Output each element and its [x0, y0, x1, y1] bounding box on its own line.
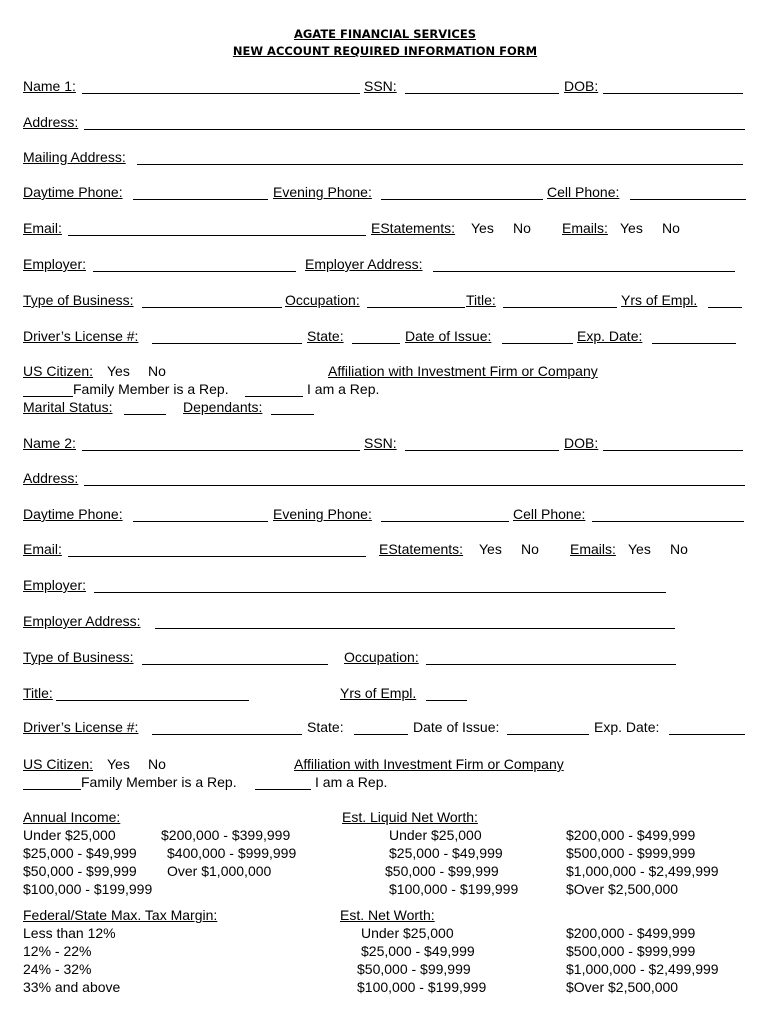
marital-status1-field[interactable]	[124, 414, 166, 415]
evening-phone2-field[interactable]	[381, 521, 509, 522]
estatements2-no[interactable]: No	[521, 541, 539, 557]
ssn2-label: SSN:	[364, 435, 397, 451]
type-of-business1-label: Type of Business:	[23, 292, 134, 308]
yrs-of-empl1-label: Yrs of Empl.	[621, 292, 698, 308]
state2-label: State:	[307, 719, 344, 735]
dependants1-field[interactable]	[271, 414, 314, 415]
family-member-rep1-field[interactable]	[23, 396, 73, 397]
employer1-field[interactable]	[93, 271, 296, 272]
tax-margin-heading: Federal/State Max. Tax Margin:	[23, 907, 218, 923]
annual-income-option[interactable]: $200,000 - $399,999	[161, 827, 291, 843]
net-worth-option[interactable]: $500,000 - $999,999	[566, 943, 696, 959]
liquid-net-worth-option[interactable]: $1,000,000 - $2,499,999	[566, 863, 719, 879]
mailing-address1-label: Mailing Address:	[23, 149, 126, 165]
us-citizen1-no[interactable]: No	[148, 363, 166, 379]
daytime-phone1-label: Daytime Phone:	[23, 184, 123, 200]
drivers-license1-field[interactable]	[152, 343, 302, 344]
i-am-rep1-label: I am a Rep.	[307, 381, 380, 397]
annual-income-option[interactable]: Under $25,000	[23, 827, 116, 843]
company-name: AGATE FINANCIAL SERVICES	[293, 27, 477, 41]
email2-label: Email:	[23, 541, 62, 557]
emails2-no[interactable]: No	[670, 541, 688, 557]
employer-address1-label: Employer Address:	[305, 256, 423, 272]
emails1-label: Emails:	[562, 220, 608, 236]
date-of-issue1-field[interactable]	[502, 343, 573, 344]
title2-label: Title:	[23, 685, 53, 701]
email1-field[interactable]	[68, 235, 366, 236]
employer-address2-field[interactable]	[155, 628, 675, 629]
exp-date2-label: Exp. Date:	[594, 719, 660, 735]
address2-field[interactable]	[84, 485, 745, 486]
annual-income-option[interactable]: $400,000 - $999,999	[167, 845, 297, 861]
drivers-license2-label: Driver’s License #:	[23, 719, 139, 735]
estatements1-yes[interactable]: Yes	[471, 220, 494, 236]
us-citizen2-label: US Citizen:	[23, 756, 94, 772]
email2-field[interactable]	[68, 556, 366, 557]
mailing-address1-field[interactable]	[137, 164, 743, 165]
annual-income-option[interactable]: Over $1,000,000	[167, 863, 272, 879]
family-member-rep2-field[interactable]	[23, 789, 81, 790]
employer1-label: Employer:	[23, 256, 87, 272]
evening-phone1-field[interactable]	[381, 199, 543, 200]
dependants1-label: Dependants:	[183, 399, 263, 415]
affiliation2-label: Affiliation with Investment Firm or Company	[294, 756, 564, 772]
daytime-phone2-field[interactable]	[133, 521, 268, 522]
employer-address2-label: Employer Address:	[23, 613, 141, 629]
employer-address1-field[interactable]	[433, 271, 735, 272]
marital-status1-label: Marital Status:	[23, 399, 113, 415]
drivers-license2-field[interactable]	[152, 734, 302, 735]
address1-label: Address:	[23, 114, 79, 130]
state2-field[interactable]	[354, 734, 408, 735]
emails1-yes[interactable]: Yes	[620, 220, 643, 236]
net-worth-option[interactable]: $200,000 - $499,999	[566, 925, 696, 941]
us-citizen1-yes[interactable]: Yes	[107, 363, 130, 379]
dob1-label: DOB:	[564, 78, 599, 94]
emails2-yes[interactable]: Yes	[628, 541, 651, 557]
email1-label: Email:	[23, 220, 62, 236]
family-member-rep2-label: Family Member is a Rep.	[81, 774, 237, 790]
daytime-phone1-field[interactable]	[133, 199, 268, 200]
date-of-issue2-field[interactable]	[507, 734, 589, 735]
emails1-no[interactable]: No	[662, 220, 680, 236]
name2-label: Name 2:	[23, 435, 76, 451]
us-citizen2-no[interactable]: No	[148, 756, 166, 772]
title1-field[interactable]	[503, 307, 617, 308]
i-am-rep1-field[interactable]	[245, 396, 303, 397]
net-worth-option[interactable]: Under $25,000	[361, 925, 454, 941]
estatements2-yes[interactable]: Yes	[479, 541, 502, 557]
liquid-net-worth-option[interactable]: $100,000 - $199,999	[389, 881, 519, 897]
address1-field[interactable]	[84, 129, 745, 130]
ssn1-label: SSN:	[364, 78, 397, 94]
type-of-business1-field[interactable]	[142, 307, 282, 308]
exp-date2-field[interactable]	[669, 734, 745, 735]
type-of-business2-label: Type of Business:	[23, 649, 134, 665]
ssn1-field[interactable]	[405, 93, 559, 94]
liquid-net-worth-heading: Est. Liquid Net Worth:	[342, 809, 478, 825]
yrs-of-empl2-field[interactable]	[426, 700, 467, 701]
liquid-net-worth-option[interactable]: $25,000 - $49,999	[389, 845, 503, 861]
ssn2-field[interactable]	[405, 450, 559, 451]
us-citizen1-label: US Citizen:	[23, 363, 94, 379]
liquid-net-worth-option[interactable]: Under $25,000	[389, 827, 482, 843]
liquid-net-worth-option[interactable]: $200,000 - $499,999	[566, 827, 696, 843]
annual-income-heading: Annual Income:	[23, 809, 121, 825]
estatements1-label: EStatements:	[371, 220, 456, 236]
affiliation1-label: Affiliation with Investment Firm or Company	[328, 363, 598, 379]
cell-phone1-field[interactable]	[630, 199, 746, 200]
evening-phone1-label: Evening Phone:	[273, 184, 372, 200]
annual-income-option[interactable]: $50,000 - $99,999	[23, 863, 137, 879]
estatements1-no[interactable]: No	[513, 220, 531, 236]
evening-phone2-label: Evening Phone:	[273, 506, 372, 522]
employer2-field[interactable]	[94, 592, 666, 593]
emails2-label: Emails:	[570, 541, 616, 557]
yrs-of-empl2-label: Yrs of Empl.	[340, 685, 417, 701]
net-worth-option[interactable]: $100,000 - $199,999	[357, 979, 487, 995]
drivers-license1-label: Driver’s License #:	[23, 328, 139, 344]
family-member-rep1-label: Family Member is a Rep.	[73, 381, 229, 397]
name1-field[interactable]	[82, 93, 360, 94]
net-worth-heading: Est. Net Worth:	[340, 907, 435, 923]
occupation1-label: Occupation:	[285, 292, 360, 308]
occupation2-label: Occupation:	[344, 649, 419, 665]
employer2-label: Employer:	[23, 577, 87, 593]
liquid-net-worth-option[interactable]: $500,000 - $999,999	[566, 845, 696, 861]
exp-date1-field[interactable]	[652, 343, 736, 344]
cell-phone2-field[interactable]	[592, 521, 744, 522]
occupation2-field[interactable]	[426, 664, 676, 665]
net-worth-option[interactable]: $25,000 - $49,999	[361, 943, 475, 959]
estatements2-label: EStatements:	[379, 541, 464, 557]
date-of-issue1-label: Date of Issue:	[405, 328, 492, 344]
i-am-rep2-field[interactable]	[255, 789, 311, 790]
daytime-phone2-label: Daytime Phone:	[23, 506, 123, 522]
cell-phone2-label: Cell Phone:	[513, 506, 586, 522]
tax-margin-option[interactable]: 12% - 22%	[23, 943, 92, 959]
exp-date1-label: Exp. Date:	[577, 328, 643, 344]
cell-phone1-label: Cell Phone:	[547, 184, 620, 200]
tax-margin-option[interactable]: Less than 12%	[23, 925, 116, 941]
liquid-net-worth-option[interactable]: $50,000 - $99,999	[385, 863, 499, 879]
type-of-business2-field[interactable]	[142, 664, 328, 665]
liquid-net-worth-option[interactable]: $Over $2,500,000	[566, 881, 679, 897]
date-of-issue2-label: Date of Issue:	[413, 719, 500, 735]
tax-margin-option[interactable]: 33% and above	[23, 979, 121, 995]
state1-label: State:	[307, 328, 344, 344]
annual-income-option[interactable]: $25,000 - $49,999	[23, 845, 137, 861]
tax-margin-option[interactable]: 24% - 32%	[23, 961, 92, 977]
us-citizen2-yes[interactable]: Yes	[107, 756, 130, 772]
state1-field[interactable]	[352, 343, 400, 344]
net-worth-option[interactable]: $50,000 - $99,999	[357, 961, 471, 977]
occupation1-field[interactable]	[367, 307, 465, 308]
dob2-field[interactable]	[603, 450, 743, 451]
dob2-label: DOB:	[564, 435, 599, 451]
net-worth-option[interactable]: $Over $2,500,000	[566, 979, 679, 995]
net-worth-option[interactable]: $1,000,000 - $2,499,999	[566, 961, 719, 977]
form-title: NEW ACCOUNT REQUIRED INFORMATION FORM	[232, 44, 538, 58]
annual-income-option[interactable]: $100,000 - $199,999	[23, 881, 153, 897]
name1-label: Name 1:	[23, 78, 76, 94]
name2-field[interactable]	[82, 450, 360, 451]
yrs-of-empl1-field[interactable]	[708, 307, 742, 308]
dob1-field[interactable]	[603, 93, 743, 94]
i-am-rep2-label: I am a Rep.	[315, 774, 388, 790]
title1-label: Title:	[466, 292, 496, 308]
title2-field[interactable]	[56, 700, 249, 701]
address2-label: Address:	[23, 470, 79, 486]
